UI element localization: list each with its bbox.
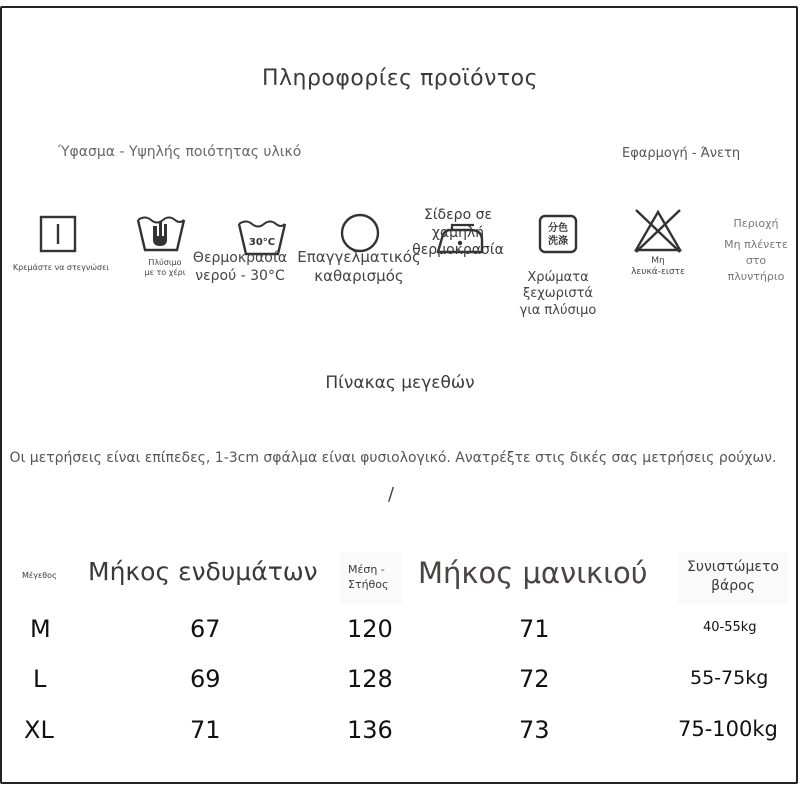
hang-dry-caption: Κρεμάστε να στεγνώσει: [12, 263, 110, 272]
hand-wash-caption: Πλύσιμο με το χέρι: [144, 258, 186, 277]
application-info: Εφαρμογή - Άνετη: [622, 146, 741, 161]
fabric-info: Ύφασμα - Υψηλής ποιότητας υλικό: [58, 144, 302, 160]
header-sleeve: Μήκος μανικιού: [418, 556, 648, 590]
header-length: Μήκος ενδυμάτων: [88, 557, 318, 586]
row-l-size: L: [33, 665, 47, 693]
row-l-sleeve: 72: [519, 665, 550, 693]
row-m-chest: 120: [347, 615, 393, 643]
row-xl-length: 71: [190, 716, 221, 744]
wash-30-caption: Θερμοκρασία νερού - 30°C: [192, 250, 288, 284]
badge-line-1: 分色: [548, 223, 568, 234]
hand-wash-icon: [135, 212, 187, 256]
row-xl-weight: 75-100kg: [678, 717, 778, 741]
row-m-sleeve: 71: [519, 615, 550, 643]
low-iron-caption: Σίδερο σε χαμηλή θερμοκρασία: [412, 207, 504, 258]
separator: /: [388, 484, 395, 505]
row-l-weight: 55-75kg: [690, 667, 769, 689]
header-size: Μέγεθος: [22, 571, 57, 580]
no-soak-caption: Περιοχή Μη πλένετε στο πλυντήριο: [714, 216, 798, 285]
badge-line-2: 洗涤: [548, 236, 568, 247]
wash-separately-caption: Χρώματα ξεχωριστά για πλύσιμο: [519, 270, 597, 318]
row-xl-sleeve: 73: [519, 716, 550, 744]
wash-separately-icon: [538, 214, 578, 254]
header-weight: Συνιστώμετο βάρος: [687, 559, 779, 594]
size-chart-title: Πίνακας μεγεθών: [325, 373, 475, 393]
no-bleach-caption: Μη λευκά-ειστε: [631, 256, 685, 278]
page-frame: [0, 6, 798, 784]
row-l-chest: 128: [347, 665, 393, 693]
header-chest: Μέση - Στήθος: [348, 563, 389, 592]
row-xl-size: XL: [24, 716, 54, 744]
measurement-note: Οι μετρήσεις είναι επίπεδες, 1-3cm σφάλμα είναι φυσιολογικό. Ανατρέξτε στις δικές σας μετρήσεις ρούχων.: [9, 450, 777, 466]
page-title: Πληροφορίες προϊόντος: [261, 66, 539, 91]
hang-dry-icon: [38, 214, 80, 256]
row-l-length: 69: [190, 665, 221, 693]
region-label: Περιοχή: [733, 217, 779, 230]
row-m-size: M: [30, 615, 51, 643]
wash-temp-label: 30°C: [248, 237, 276, 248]
row-m-length: 67: [190, 615, 221, 643]
professional-clean-caption: Επαγγελματικός καθαρισμός: [297, 248, 421, 285]
row-xl-chest: 136: [347, 716, 393, 744]
no-bleach-icon: [632, 208, 684, 254]
row-m-weight: 40-55kg: [703, 620, 757, 635]
